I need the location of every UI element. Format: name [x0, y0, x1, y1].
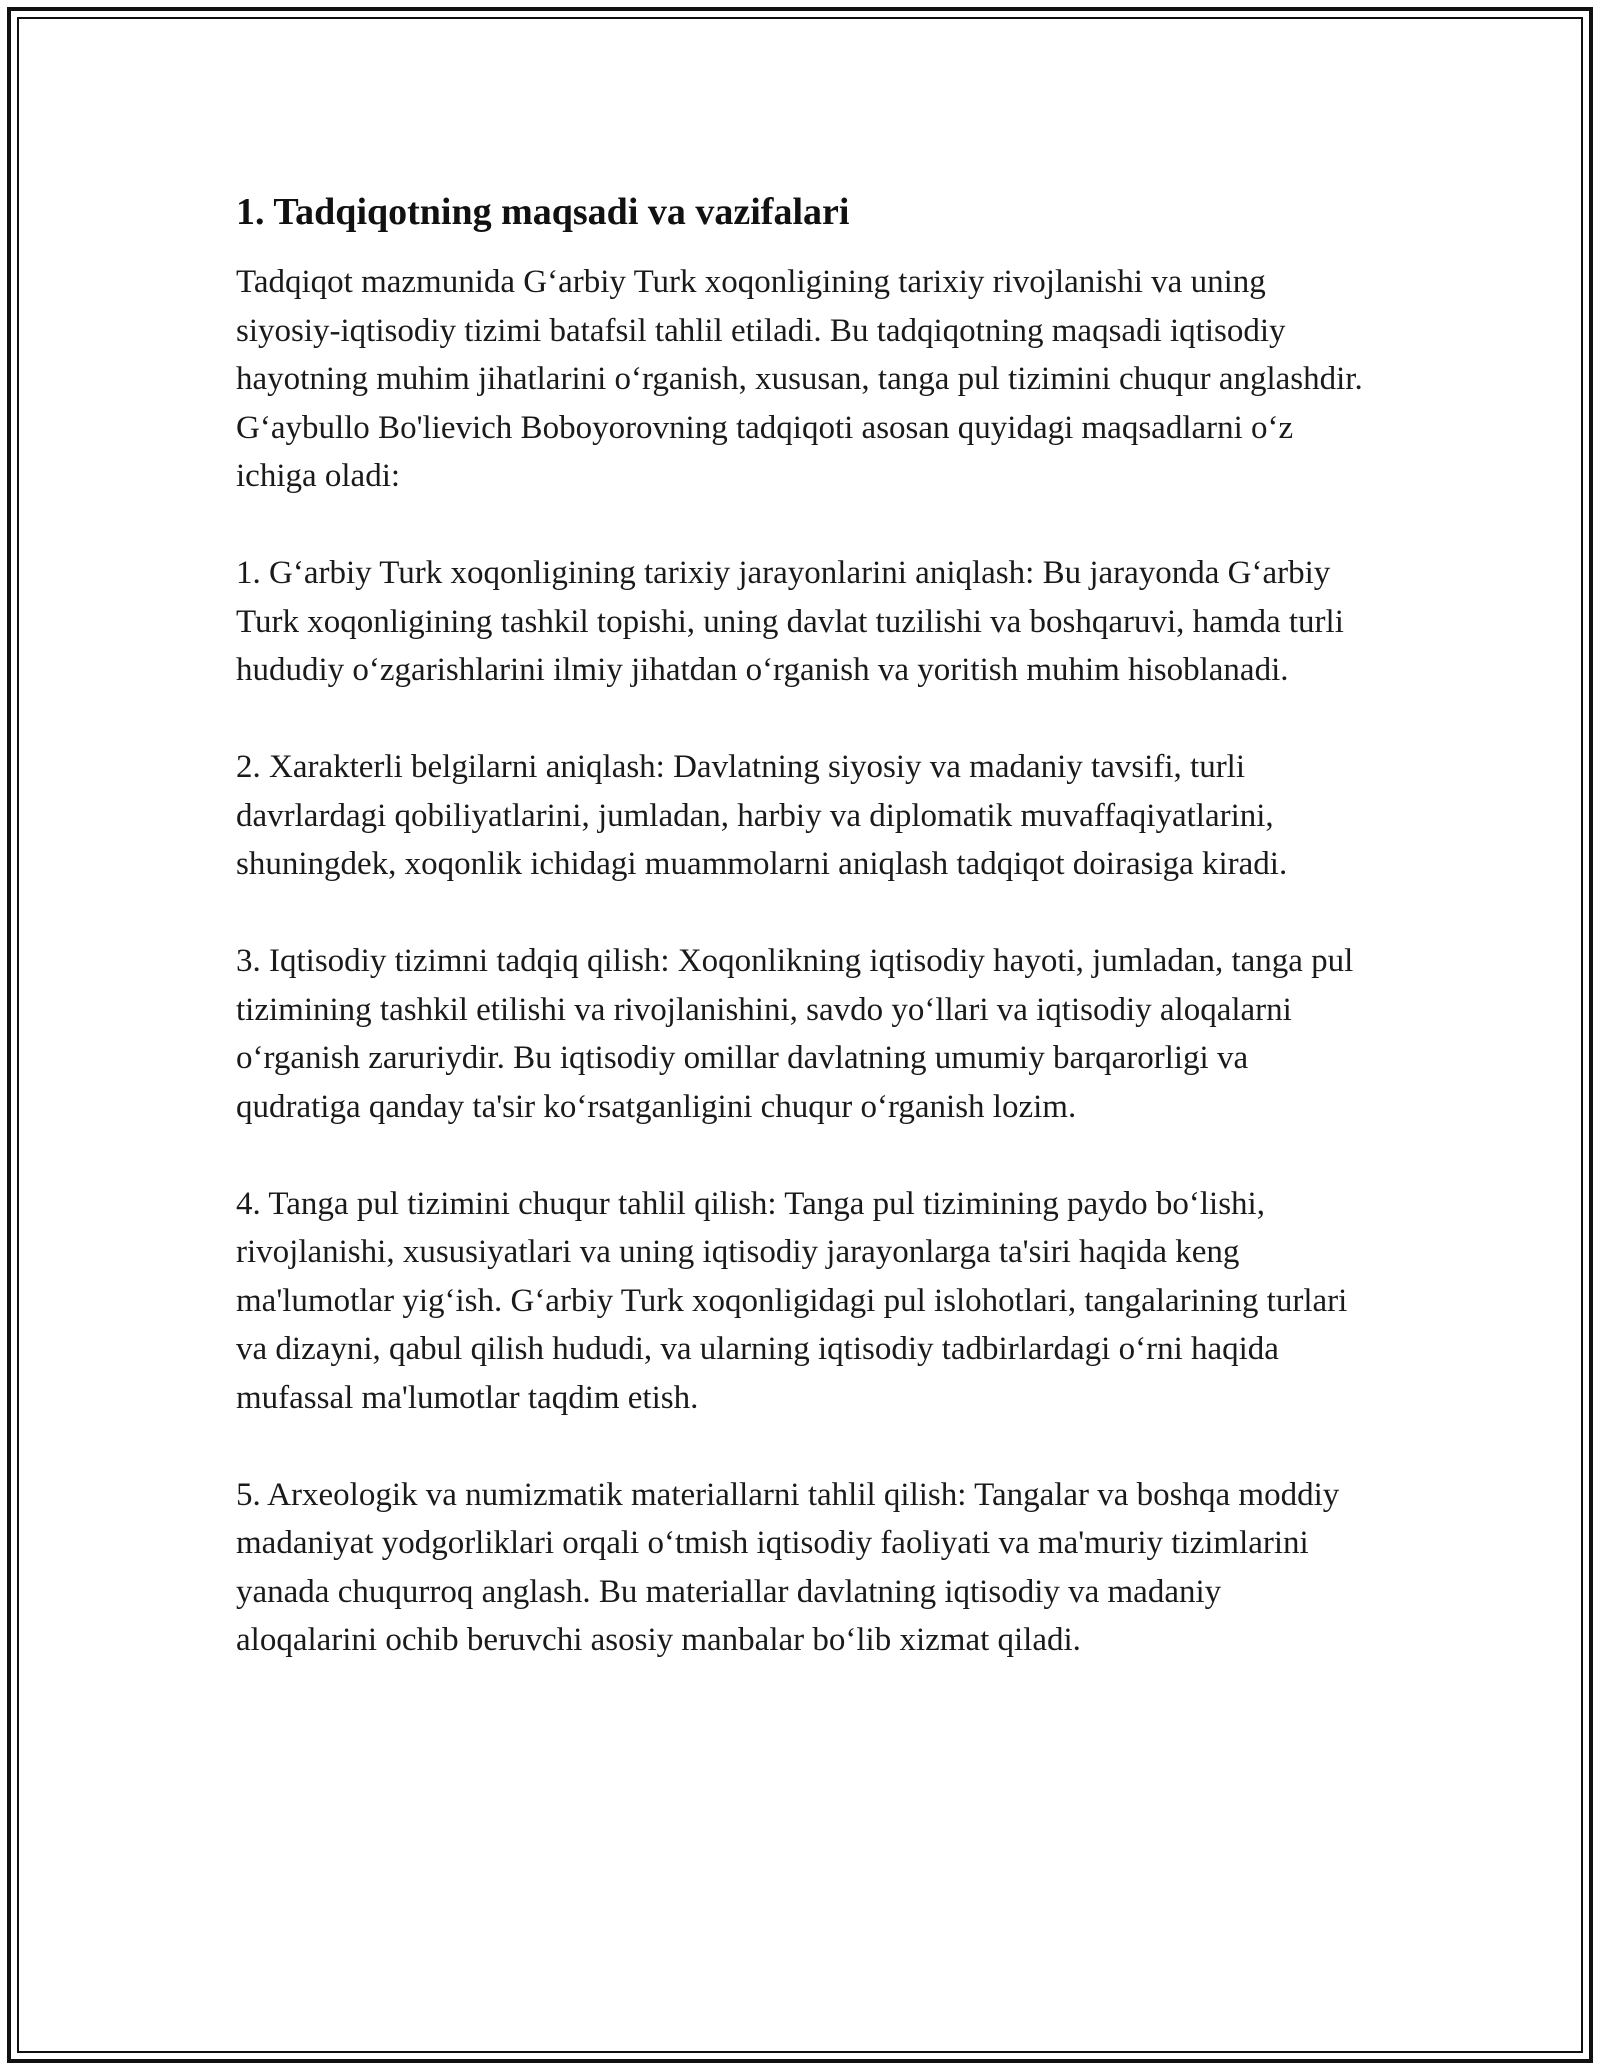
- objective-4-paragraph: 4. Tanga pul tizimini chuqur tahlil qilish: Tanga pul tizimining paydo bo‘lishi, rivojlanishi, xususiyatlari va uning iqtisodiy jarayonlarga ta'siri haqida keng ma'lumotlar yig‘ish. G‘arbiy Turk xoqonligidagi pul islohotlari, tangalarining turlari va dizayni, qabul qilish hududi, va ularning iqtisodiy tadbirlardagi o‘rni haqida mufassal ma'lumotlar taqdim etish.: [236, 1185, 1348, 1416]
- objective-1-paragraph: 1. G‘arbiy Turk xoqonligining tarixiy jarayonlarini aniqlash: Bu jarayonda G‘arbiy Turk xoqonligining tashkil topishi, uning davlat tuzilishi va boshqaruvi, hamda turli hududiy o‘zgarishlarini ilmiy jihatdan o‘rganish va yoritish muhim hisoblanadi.: [236, 555, 1344, 688]
- section-heading: 1. Tadqiqotning maqsadi va vazifalari: [236, 191, 850, 233]
- document-body: [236, 188, 1366, 1713]
- objective-3-paragraph: 3. Iqtisodiy tizimni tadqiq qilish: Xoqonlikning iqtisodiy hayoti, jumladan, tanga pul tizimining tashkil etilishi va rivojlanishini, savdo yo‘llari va iqtisodiy aloqalarni o‘rganish zaruriydir. Bu iqtisodiy omillar davlatning umumiy barqarorligi va qudratiga qanday ta'sir ko‘rsatganligini chuqur o‘rganish lozim.: [236, 943, 1354, 1125]
- objective-5-paragraph: 5. Arxeologik va numizmatik materiallarni tahlil qilish: Tangalar va boshqa moddiy madaniyat yodgorliklari orqali o‘tmish iqtisodiy faoliyati va ma'muriy tizimlarini yanada chuqurroq anglash. Bu materiallar davlatning iqtisodiy va madaniy aloqalarini ochib beruvchi asosiy manbalar bo‘lib xizmat qiladi.: [236, 1476, 1340, 1658]
- objective-2-paragraph: 2. Xarakterli belgilarni aniqlash: Davlatning siyosiy va madaniy tavsifi, turli davrlardagi qobiliyatlarini, jumladan, harbiy va diplomatik muvaffaqiyatlarini, shuningdek, xoqonlik ichidagi muammolarni aniqlash tadqiqot doirasiga kiradi.: [236, 749, 1288, 882]
- intro-paragraph: Tadqiqot mazmunida G‘arbiy Turk xoqonligining tarixiy rivojlanishi va uning siyosiy-iqtisodiy tizimi batafsil tahlil etiladi. Bu tadqiqotning maqsadi iqtisodiy hayotning muhim jihatlarini o‘rganish, xususan, tanga pul tizimini chuqur anglashdir. G‘aybullo Bo'lievich Boboyorovning tadqiqoti asosan quyidagi maqsadlarni o‘z ichiga oladi:: [236, 264, 1363, 494]
